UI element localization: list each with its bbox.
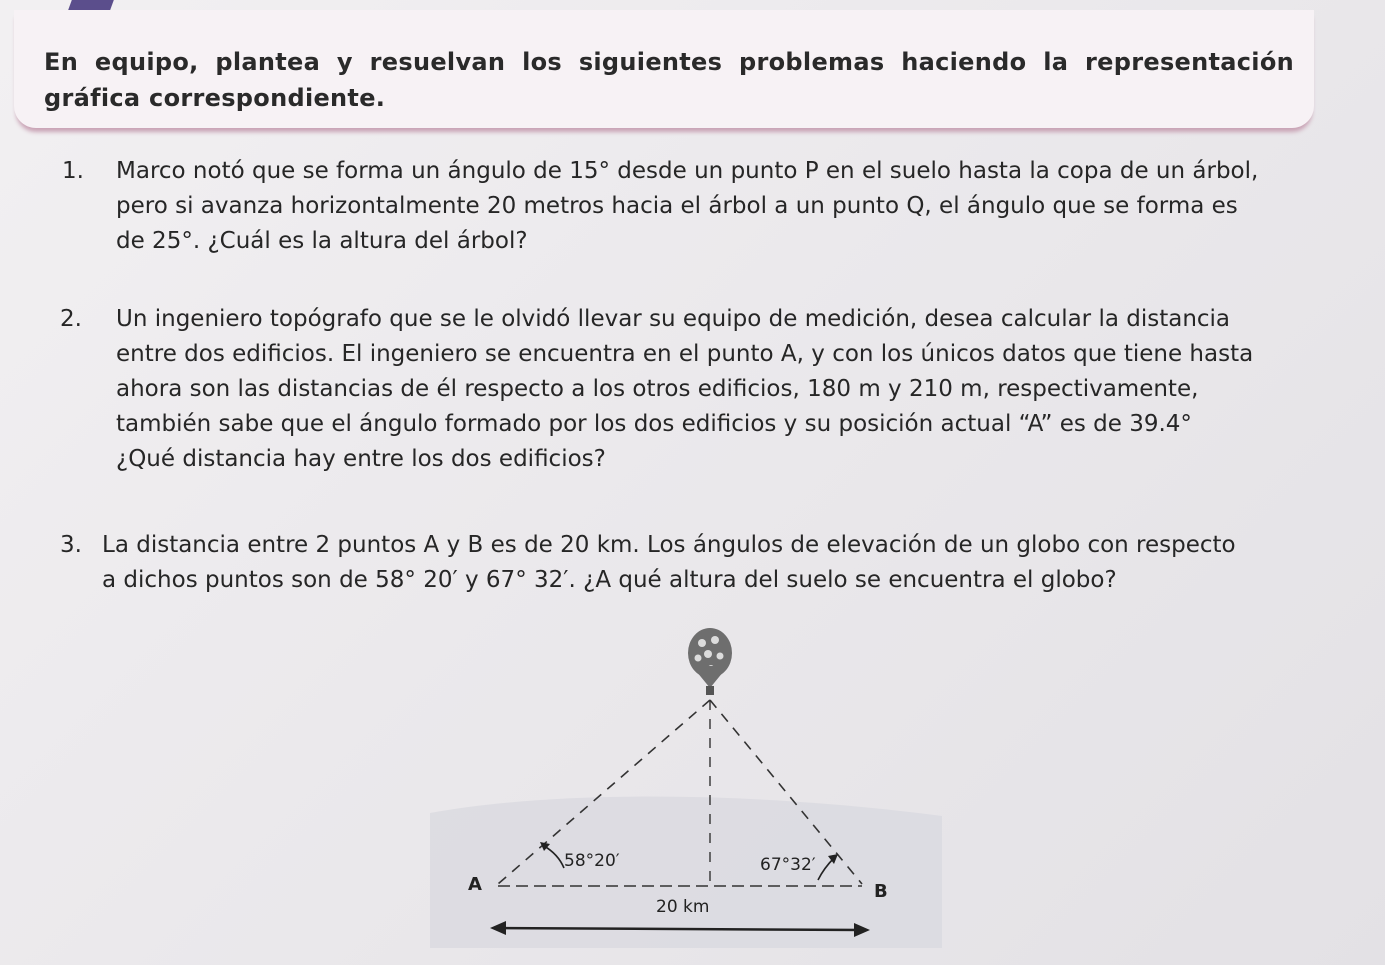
instruction-text: En equipo, plantea y resuelvan los siguientes problemas haciendo la representación gráfica correspondiente. <box>44 48 1294 112</box>
problem-line: pero si avanza horizontalmente 20 metros hacia el árbol a un punto Q, el ángulo que se forma es <box>116 193 1238 219</box>
problem-line: La distancia entre 2 puntos A y B es de 20 km. Los ángulos de elevación de un globo con respecto <box>102 532 1236 558</box>
problem-number: 3. <box>60 532 82 558</box>
problem-text <box>116 154 1322 259</box>
problem-line: ¿Qué distancia hay entre los dos edificios? <box>116 446 606 472</box>
problem-line: ahora son las distancias de él respecto a los otros edificios, 180 m y 210 m, respectivamente, <box>116 376 1199 402</box>
problem-line: entre dos edificios. El ingeniero se encuentra en el punto A, y con los únicos datos que tiene hasta <box>116 341 1254 367</box>
problem-line: Un ingeniero topógrafo que se le olvidó llevar su equipo de medición, desea calcular la distancia <box>116 306 1231 332</box>
label-angle-b: 67°32′ <box>760 855 816 875</box>
problem-number: 2. <box>60 306 82 332</box>
problem-line: de 25°. ¿Cuál es la altura del árbol? <box>116 228 528 254</box>
problem-text <box>102 528 1332 598</box>
problem-text <box>116 302 1330 477</box>
label-angle-a: 58°20′ <box>564 851 620 871</box>
label-distance: 20 km <box>656 897 710 917</box>
problem-line: a dichos puntos son de 58° 20′ y 67° 32′. ¿A qué altura del suelo se encuentra el globo? <box>102 567 1117 593</box>
balloon-icon <box>688 628 732 695</box>
problem-line: Marco notó que se forma un ángulo de 15° desde un punto P en el suelo hasta la copa de un árbol, <box>116 158 1259 184</box>
problem-number: 1. <box>62 158 84 184</box>
balloon-diagram <box>430 618 950 948</box>
label-point-b: B <box>874 881 888 902</box>
ground-shading <box>430 797 942 948</box>
header-tab-decoration <box>68 0 114 10</box>
label-point-a: A <box>468 874 482 895</box>
problem-line: también sabe que el ángulo formado por los dos edificios y su posición actual “A” es de 39.4° <box>116 411 1192 437</box>
